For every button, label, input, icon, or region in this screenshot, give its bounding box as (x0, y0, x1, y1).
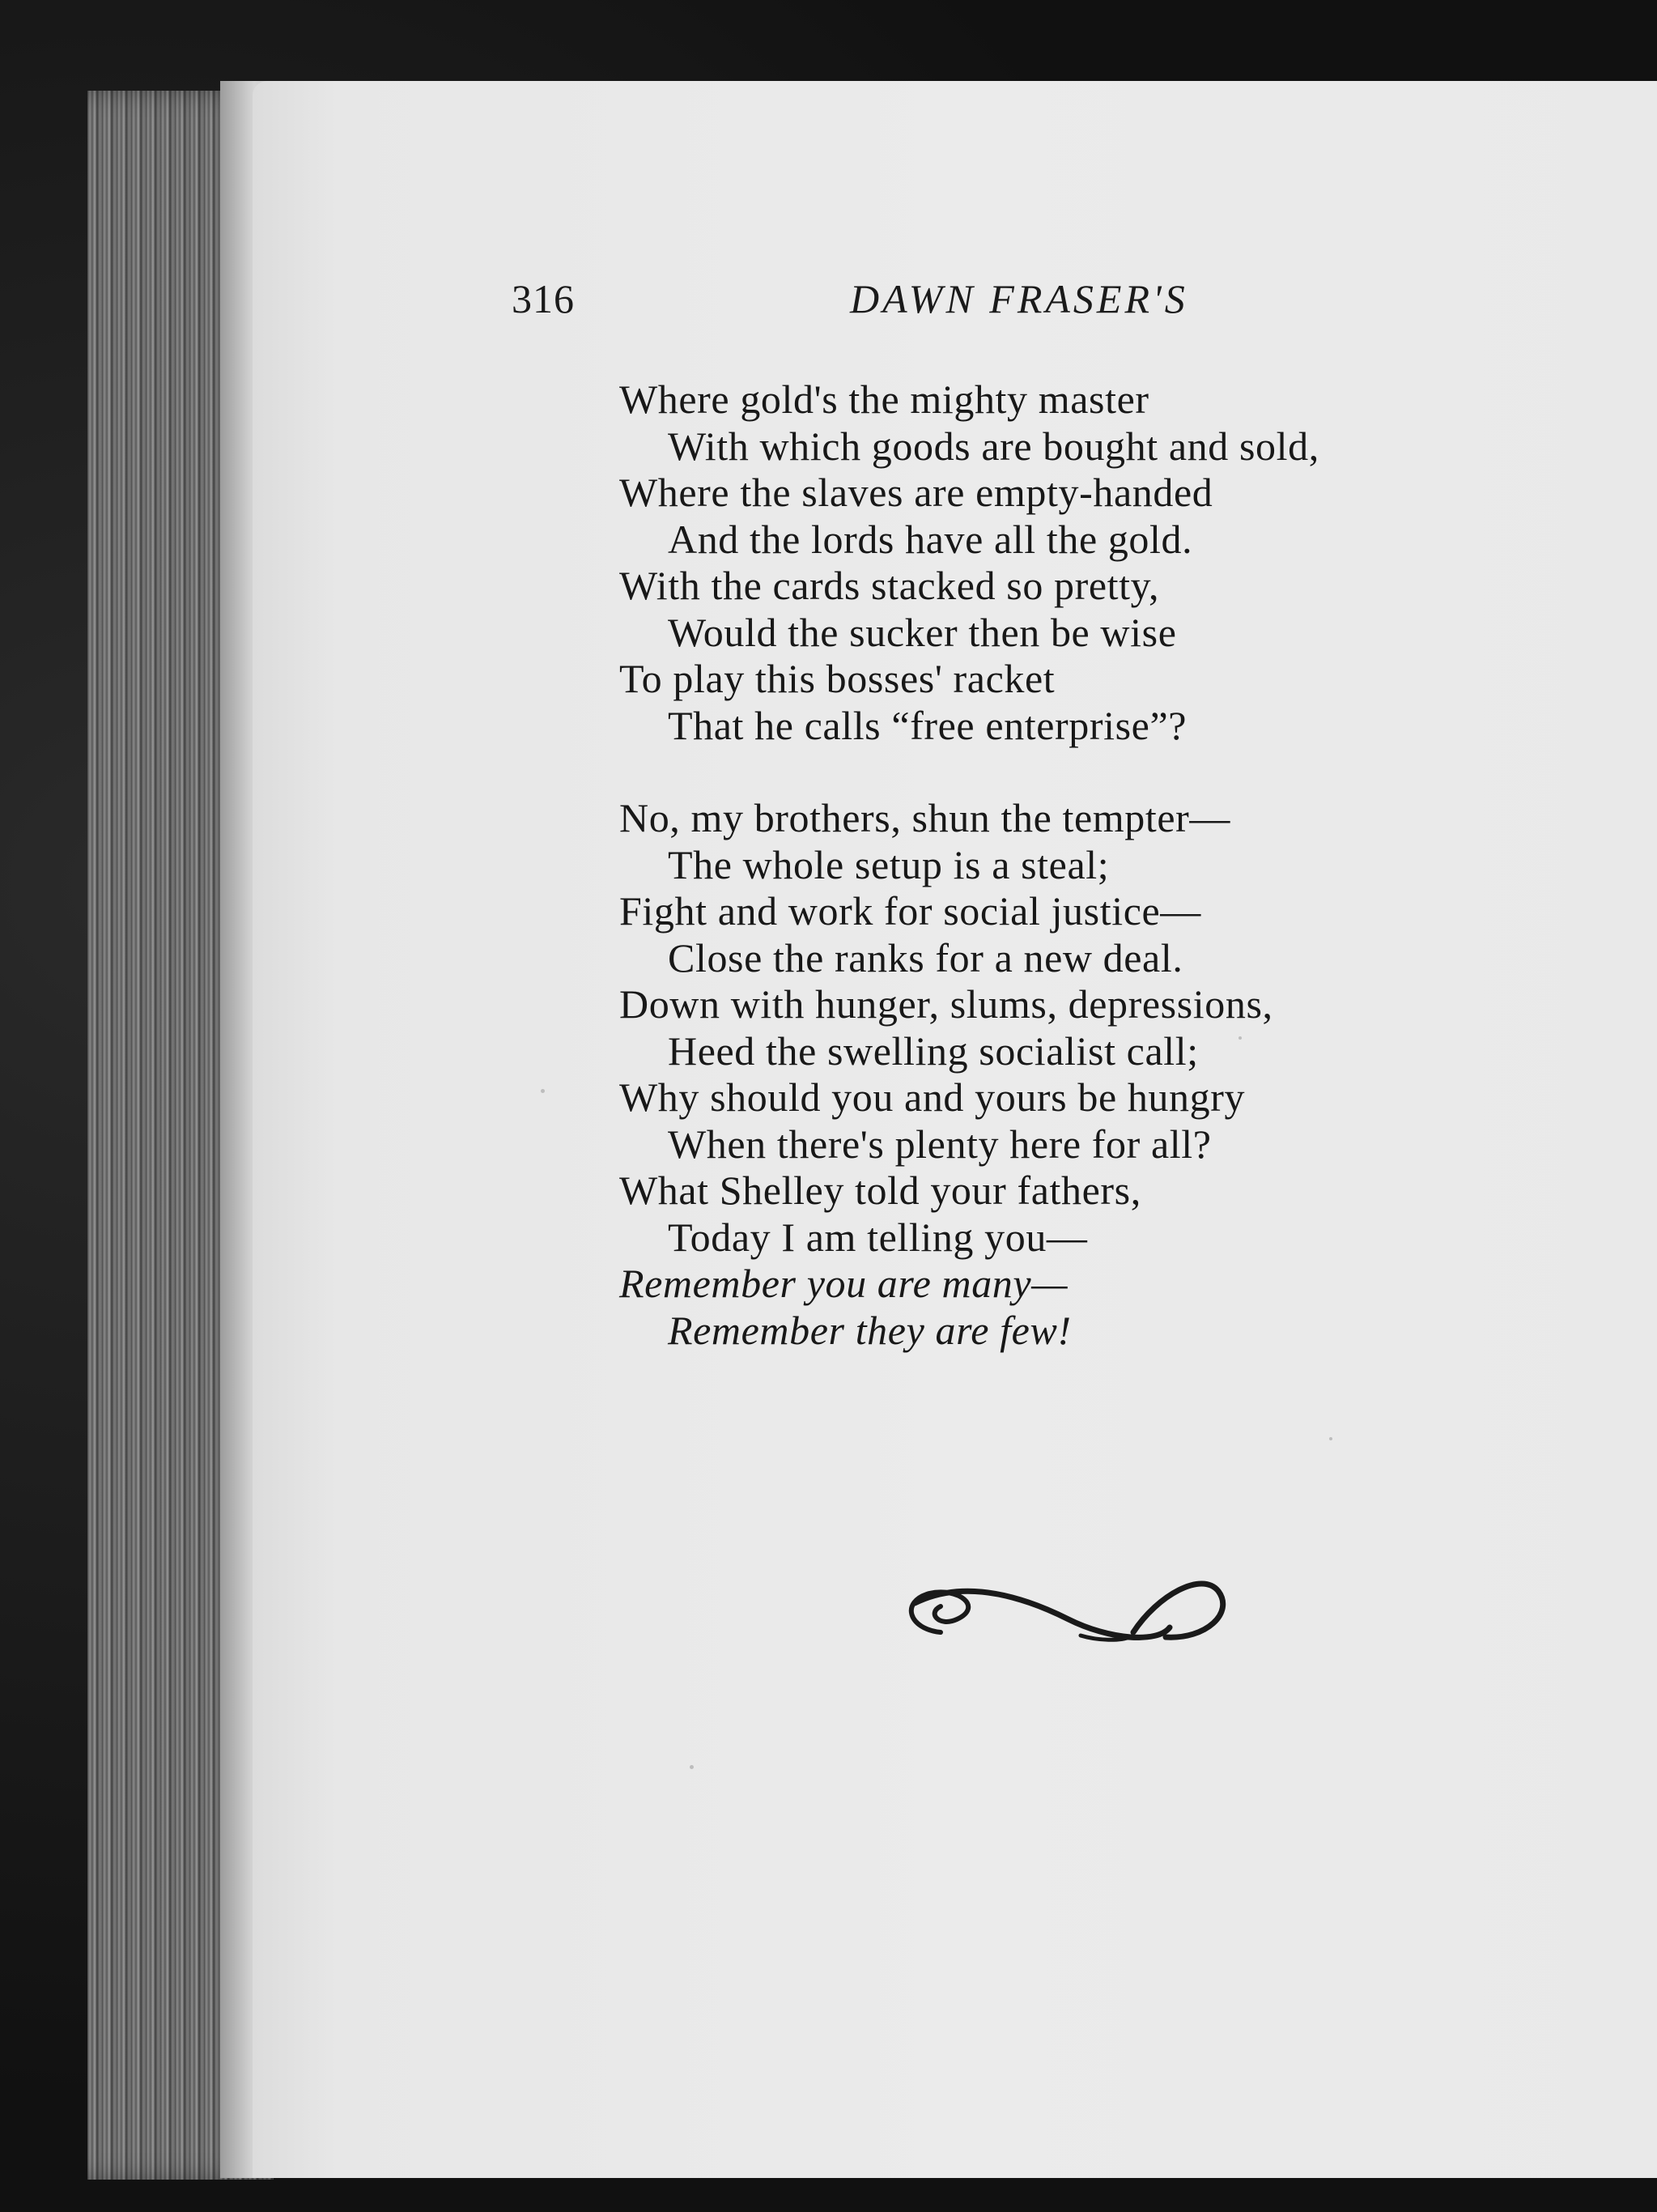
poem-line: Would the sucker then be wise (668, 609, 1177, 655)
poem-line: Down with hunger, slums, depressions, (619, 981, 1273, 1027)
poem-line: Heed the swelling socialist call; (668, 1027, 1199, 1074)
poem-line: With which goods are bought and sold, (668, 423, 1319, 469)
poem-line: Today I am telling you— (668, 1214, 1088, 1260)
paper-speck (1329, 1437, 1332, 1440)
poem-line: No, my brothers, shun the tempter— (619, 795, 1230, 840)
poem-line: The whole setup is a steal; (668, 841, 1110, 887)
poem-line: What Shelley told your fathers, (619, 1168, 1141, 1213)
poem-line: When there's plenty here for all? (668, 1121, 1212, 1167)
paper-speck (541, 1089, 545, 1093)
stanza-2 (619, 795, 1615, 1354)
poem-line-italic: Remember they are few! (668, 1307, 1072, 1353)
poem-line: Why should you and yours be hungry (619, 1074, 1246, 1120)
poem-line: And the lords have all the gold. (668, 516, 1193, 562)
paper-speck (690, 1765, 694, 1769)
stanza-1 (619, 376, 1615, 749)
poem-line: That he calls “free enterprise”? (668, 702, 1188, 748)
poem-line: Fight and work for social justice— (619, 888, 1201, 934)
poem-line: With the cards stacked so pretty, (619, 563, 1160, 608)
page-header (0, 275, 1657, 340)
poem-line: Close the ranks for a new deal. (668, 934, 1183, 981)
poem (619, 376, 1615, 1354)
poem-line: Where the slaves are empty-handed (619, 470, 1213, 515)
poem-line: To play this bosses' racket (619, 656, 1056, 701)
poem-line: Where gold's the mighty master (619, 376, 1149, 422)
flourish-ornament-icon (890, 1563, 1230, 1660)
page-number: 316 (512, 276, 575, 321)
poem-line-italic: Remember you are many— (619, 1261, 1069, 1306)
running-head: DAWN FRASER'S (850, 276, 1188, 321)
